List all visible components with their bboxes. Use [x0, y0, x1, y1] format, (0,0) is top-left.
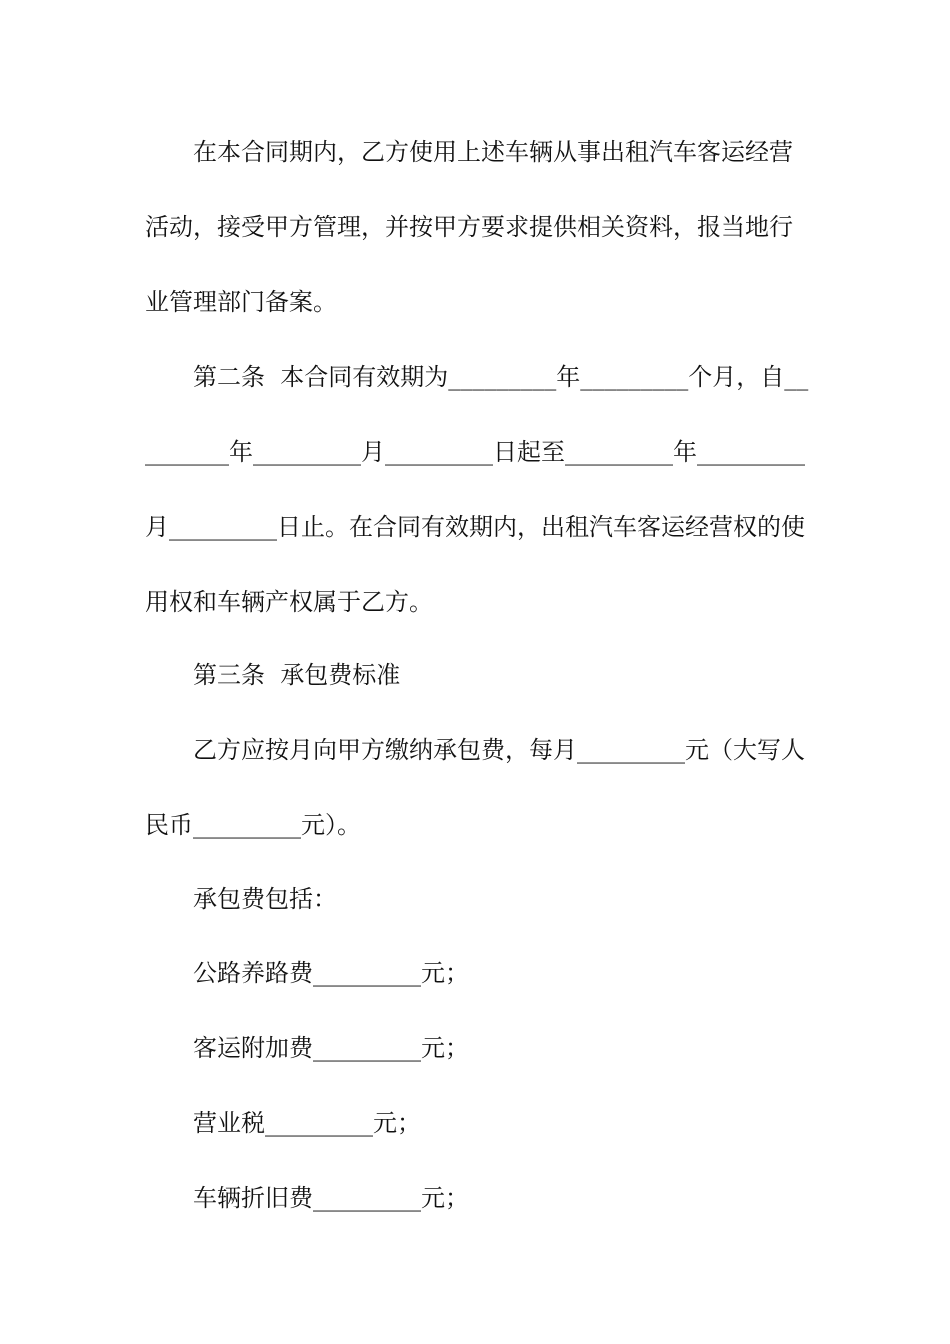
paragraph-line: 民币_________元）。: [145, 811, 361, 839]
paragraph-line: 在本合同期内，乙方使用上述车辆从事出租汽车客运经营: [193, 138, 793, 166]
article-2-line: 第二条 本合同有效期为_________年_________个月，自__: [193, 363, 809, 391]
fee-item: 公路养路费_________元；: [193, 959, 469, 987]
article-3-heading: 第三条 承包费标准: [193, 661, 401, 689]
fee-item: 营业税_________元；: [193, 1109, 421, 1137]
fee-item: 客运附加费_________元；: [193, 1034, 469, 1062]
paragraph-line: 用权和车辆产权属于乙方。: [145, 588, 433, 616]
paragraph-line: 活动，接受甲方管理，并按甲方要求提供相关资料，报当地行: [145, 213, 793, 241]
fee-list-heading: 承包费包括：: [193, 885, 337, 913]
fee-item: 车辆折旧费_________元；: [193, 1184, 469, 1212]
paragraph-line: 月_________日止。在合同有效期内，出租汽车客运经营权的使: [145, 513, 805, 541]
paragraph-line: 业管理部门备案。: [145, 288, 337, 316]
paragraph-line: _______年_________月_________日起至_________年_________: [145, 438, 805, 466]
paragraph-line: 乙方应按月向甲方缴纳承包费，每月_________元（大写人: [193, 736, 805, 764]
